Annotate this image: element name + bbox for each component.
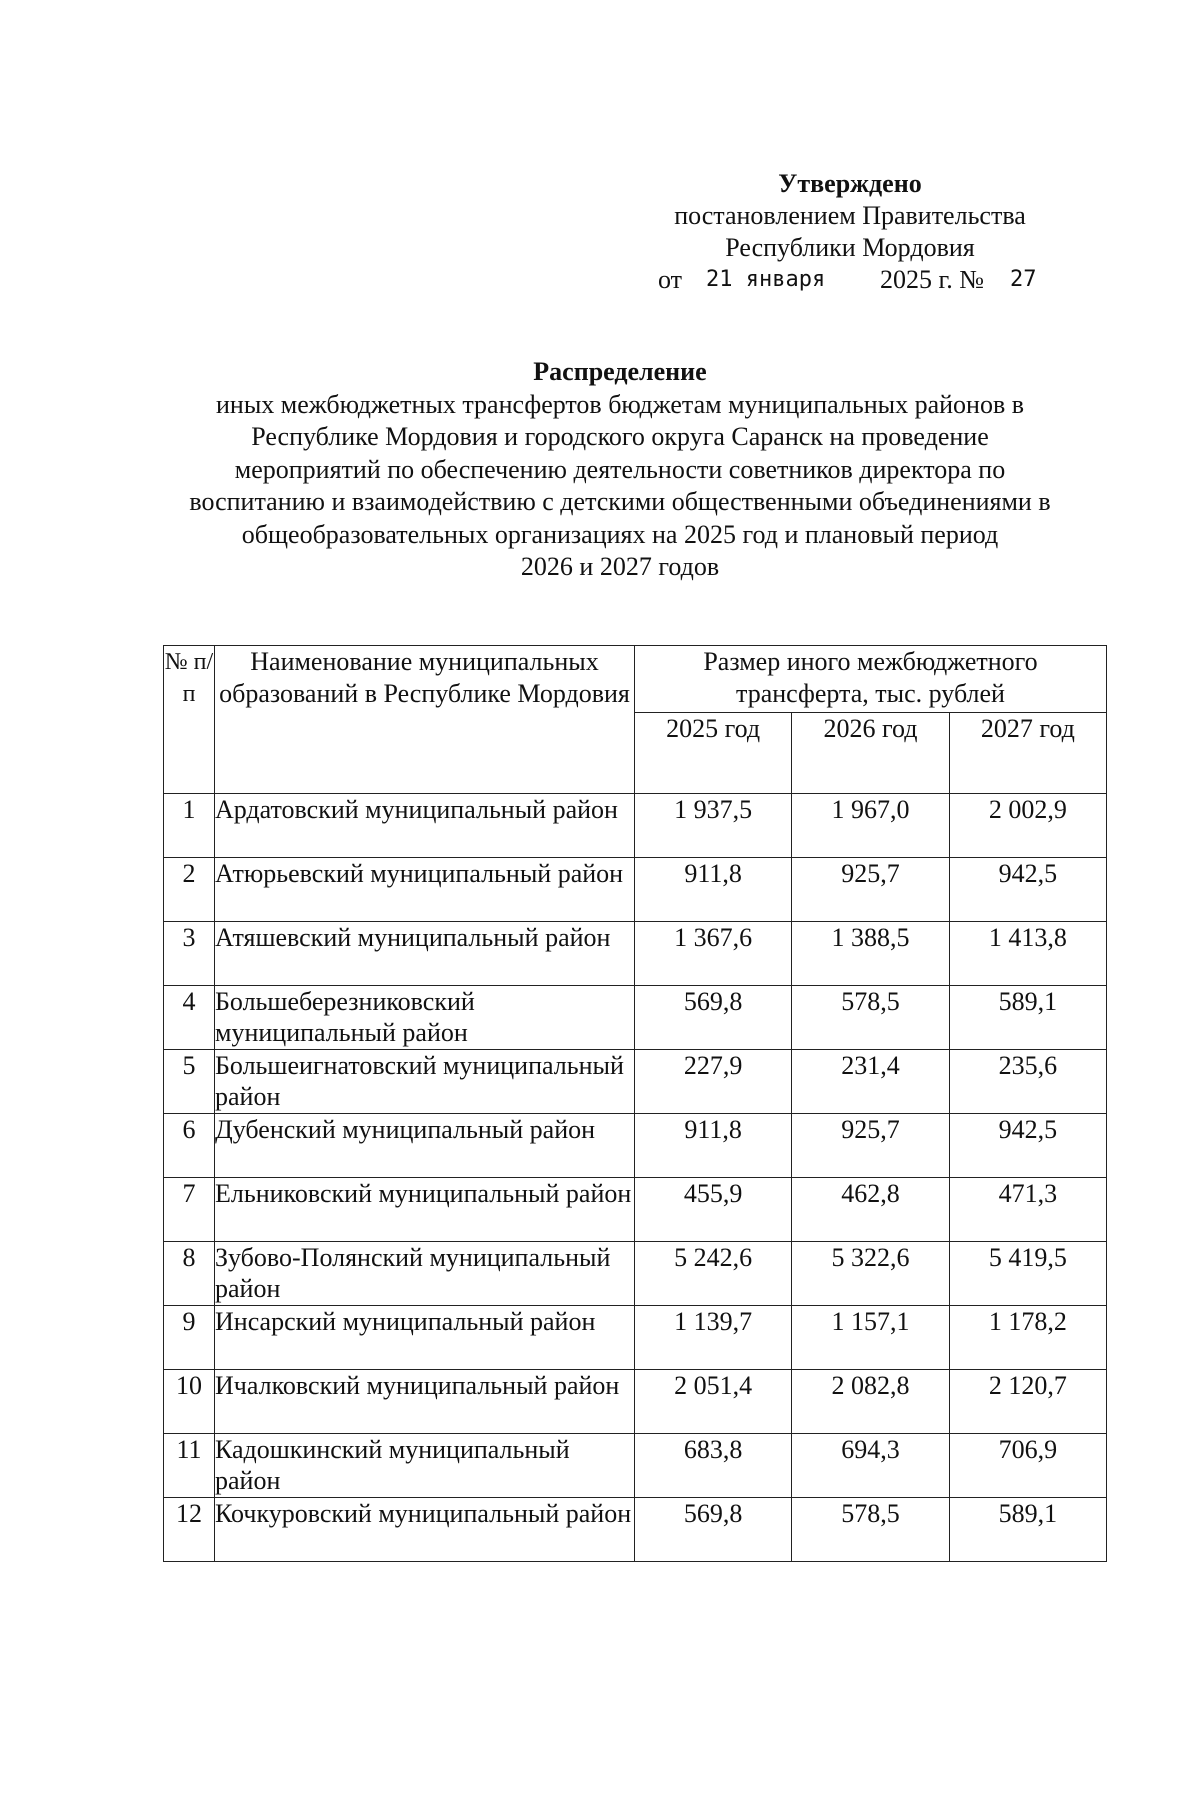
approval-dateline bbox=[640, 264, 1060, 298]
table-row bbox=[164, 1370, 1107, 1434]
heading-line: мероприятий по обеспечению деятельности советников директора по bbox=[234, 454, 1006, 484]
cell-2027: 2 002,9 bbox=[949, 794, 1106, 858]
heading-title: Распределение bbox=[533, 357, 707, 386]
cell-2025: 569,8 bbox=[635, 1498, 792, 1562]
cell-2027: 1 178,2 bbox=[949, 1306, 1106, 1370]
cell-name: Атюрьевский муниципальный район bbox=[215, 858, 635, 922]
table-row bbox=[164, 1434, 1107, 1498]
table-row bbox=[164, 858, 1107, 922]
cell-2026: 1 967,0 bbox=[792, 794, 949, 858]
approval-line-2: Республики Мордовия bbox=[725, 233, 975, 262]
cell-number: 8 bbox=[164, 1242, 215, 1306]
cell-name: Кочкуровский муниципальный район bbox=[215, 1498, 635, 1562]
heading-line: воспитанию и взаимодействию с детскими общественными объединениями в bbox=[189, 487, 1051, 516]
cell-name: Зубово-Полянский муниципальный район bbox=[215, 1242, 635, 1306]
heading-line: Республике Мордовия и городского округа Саранск на проведение bbox=[251, 422, 989, 451]
column-header-name: Наименование муниципальных образований в Республике Мордовия bbox=[215, 646, 635, 794]
approval-block bbox=[640, 168, 1060, 298]
cell-2025: 911,8 bbox=[635, 1114, 792, 1178]
approval-year: 2025 г. № bbox=[880, 265, 985, 294]
heading-line: 2026 и 2027 годов bbox=[520, 552, 720, 581]
column-header-group: Размер иного межбюджетного трансферта, тыс. рублей bbox=[635, 646, 1107, 713]
cell-2026: 5 322,6 bbox=[792, 1242, 949, 1306]
approval-title: Утверждено bbox=[778, 169, 922, 198]
cell-2025: 1 367,6 bbox=[635, 922, 792, 986]
cell-2025: 455,9 bbox=[635, 1178, 792, 1242]
cell-2026: 578,5 bbox=[792, 1498, 949, 1562]
cell-2027: 706,9 bbox=[949, 1434, 1106, 1498]
cell-number: 2 bbox=[164, 858, 215, 922]
cell-number: 10 bbox=[164, 1370, 215, 1434]
cell-2025: 5 242,6 bbox=[635, 1242, 792, 1306]
cell-2025: 1 139,7 bbox=[635, 1306, 792, 1370]
cell-name: Ельниковский муниципальный район bbox=[215, 1178, 635, 1242]
cell-2027: 471,3 bbox=[949, 1178, 1106, 1242]
table-row bbox=[164, 1178, 1107, 1242]
cell-2027: 2 120,7 bbox=[949, 1370, 1106, 1434]
cell-2027: 942,5 bbox=[949, 858, 1106, 922]
cell-number: 12 bbox=[164, 1498, 215, 1562]
approval-from: от bbox=[658, 265, 683, 294]
heading-line: общеобразовательных организациях на 2025 год и плановый период bbox=[241, 519, 999, 549]
cell-name: Большеберезниковский муниципальный район bbox=[215, 986, 635, 1050]
transfers-table bbox=[163, 645, 1107, 1562]
table-row bbox=[164, 1498, 1107, 1562]
table-row bbox=[164, 1306, 1107, 1370]
cell-name: Ичалковский муниципальный район bbox=[215, 1370, 635, 1434]
cell-number: 11 bbox=[164, 1434, 215, 1498]
approval-line-1: постановлением Правительства bbox=[674, 201, 1026, 230]
column-header-2025: 2025 год bbox=[635, 713, 792, 794]
cell-2026: 462,8 bbox=[792, 1178, 949, 1242]
column-header-number: № п/п bbox=[164, 646, 215, 794]
cell-name: Кадошкинский муниципальный район bbox=[215, 1434, 635, 1498]
cell-name: Атяшевский муниципальный район bbox=[215, 922, 635, 986]
cell-2027: 5 419,5 bbox=[949, 1242, 1106, 1306]
table-row bbox=[164, 1114, 1107, 1178]
table-row bbox=[164, 986, 1107, 1050]
approval-number: 27 bbox=[1010, 267, 1037, 292]
cell-2026: 578,5 bbox=[792, 986, 949, 1050]
cell-number: 9 bbox=[164, 1306, 215, 1370]
cell-2027: 589,1 bbox=[949, 1498, 1106, 1562]
cell-name: Ардатовский муниципальный район bbox=[215, 794, 635, 858]
cell-2027: 589,1 bbox=[949, 986, 1106, 1050]
table-row bbox=[164, 922, 1107, 986]
cell-number: 1 bbox=[164, 794, 215, 858]
cell-number: 3 bbox=[164, 922, 215, 986]
cell-2025: 683,8 bbox=[635, 1434, 792, 1498]
cell-2025: 227,9 bbox=[635, 1050, 792, 1114]
cell-2026: 231,4 bbox=[792, 1050, 949, 1114]
cell-name: Большеигнатовский муниципальный район bbox=[215, 1050, 635, 1114]
cell-2025: 1 937,5 bbox=[635, 794, 792, 858]
cell-2026: 1 157,1 bbox=[792, 1306, 949, 1370]
table-row bbox=[164, 1242, 1107, 1306]
cell-2027: 235,6 bbox=[949, 1050, 1106, 1114]
cell-2027: 942,5 bbox=[949, 1114, 1106, 1178]
cell-number: 5 bbox=[164, 1050, 215, 1114]
cell-number: 6 bbox=[164, 1114, 215, 1178]
cell-2025: 911,8 bbox=[635, 858, 792, 922]
cell-2026: 2 082,8 bbox=[792, 1370, 949, 1434]
cell-2027: 1 413,8 bbox=[949, 922, 1106, 986]
column-header-2026: 2026 год bbox=[792, 713, 949, 794]
table-row bbox=[164, 1050, 1107, 1114]
cell-2025: 2 051,4 bbox=[635, 1370, 792, 1434]
cell-2026: 694,3 bbox=[792, 1434, 949, 1498]
cell-2026: 925,7 bbox=[792, 1114, 949, 1178]
cell-2026: 925,7 bbox=[792, 858, 949, 922]
cell-2025: 569,8 bbox=[635, 986, 792, 1050]
cell-name: Инсарский муниципальный район bbox=[215, 1306, 635, 1370]
table-row bbox=[164, 794, 1107, 858]
column-header-2027: 2027 год bbox=[949, 713, 1106, 794]
cell-name: Дубенский муниципальный район bbox=[215, 1114, 635, 1178]
heading-line: иных межбюджетных трансфертов бюджетам муниципальных районов в bbox=[215, 389, 1025, 419]
cell-number: 4 bbox=[164, 986, 215, 1050]
approval-date: 21 января bbox=[706, 267, 826, 292]
cell-number: 7 bbox=[164, 1178, 215, 1242]
document-heading bbox=[140, 356, 1100, 584]
cell-2026: 1 388,5 bbox=[792, 922, 949, 986]
